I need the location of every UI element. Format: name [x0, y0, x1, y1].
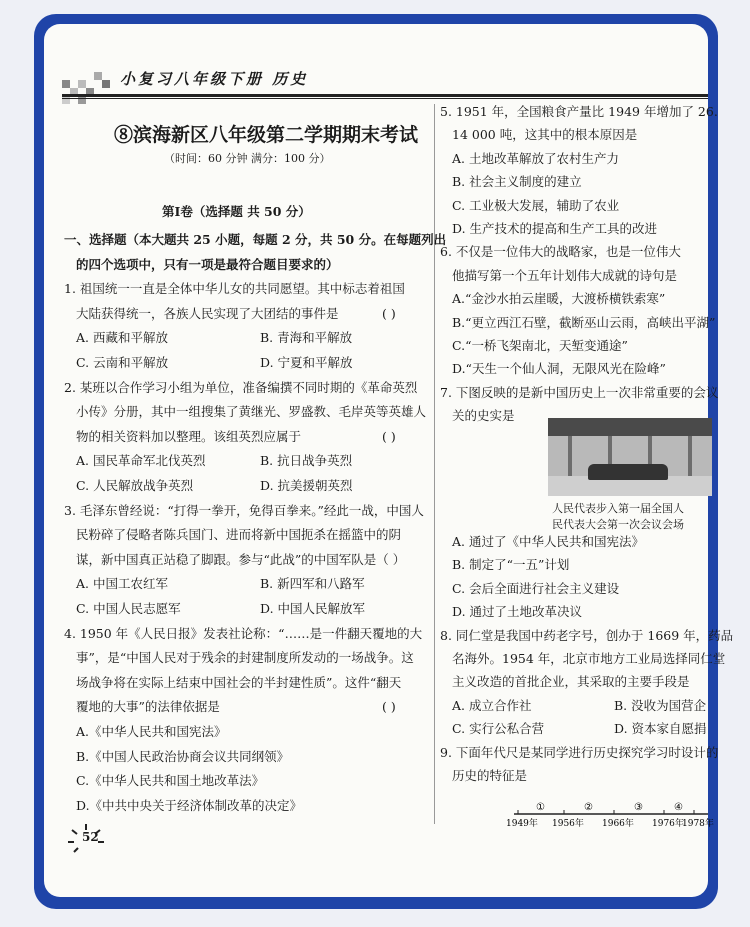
text-line: 9. 下面年代尺是某同学进行历史探究学习时设计的 — [440, 744, 719, 760]
option-text: B. 没收为国营企 — [614, 697, 707, 713]
text-line: 历史的特征是 — [452, 768, 528, 783]
answer-bracket: ( ) — [382, 428, 396, 444]
text-line: A. 中国工农红军 — [76, 576, 168, 592]
text-line: A. 成立合作社 — [452, 697, 532, 713]
text-line: 民粉碎了侵略者陈兵国门、进而将新中国扼杀在摇篮中的阴 — [76, 527, 402, 543]
text-line: C. 实行公私合营 — [452, 721, 545, 737]
text-line: C. 云南和平解放 — [76, 355, 169, 370]
text-line: 谋，新中国真正站稳了脚跟。参与“此战”的中国军队是（ ） — [76, 551, 406, 567]
option-text: D. 抗美援朝英烈 — [260, 478, 353, 493]
timeline-mark: ② — [584, 802, 593, 813]
page-number: 52 — [82, 830, 99, 844]
timeline-year: 1949年 — [506, 819, 538, 829]
text-line: 名海外。1954 年，北京市地方工业局选择同仁堂 — [452, 651, 726, 666]
answer-bracket: ( ) — [382, 699, 396, 715]
text-line: 4. 1950 年《人民日报》发表社论称：“……是一件翻天覆地的大 — [64, 625, 423, 641]
text-line: 物的相关资料加以整理。该组英烈应属于 — [76, 428, 302, 444]
text-line: 8. 同仁堂是我国中药老字号，创办于 1669 年，药品 — [440, 627, 734, 643]
text-line: A. 通过了《中华人民共和国宪法》 — [452, 534, 644, 549]
text-line: 小传》分册，其中一组搜集了黄继光、罗盛教、毛岸英等英雄人 — [76, 404, 427, 420]
text-line: C.“一桥飞架南北，天堑变通途” — [452, 338, 628, 353]
text-line: 他描写第一个五年计划伟大成就的诗句是 — [452, 267, 678, 283]
text-line: 1. 祖国统一一直是全体中华儿女的共同愿望。其中标志着祖国 — [64, 281, 405, 297]
text-line: D. 通过了土地改革决议 — [452, 604, 583, 620]
text-line: A. 国民革命军北伐英烈 — [76, 453, 206, 469]
text-line: D.《中共中央关于经济体制改革的决定》 — [76, 797, 303, 813]
timeline — [506, 800, 714, 830]
text-line: 的四个选项中，只有一项是最符合题目要求的） — [76, 256, 339, 272]
text-line: B. 制定了“一五”计划 — [452, 557, 570, 573]
congress-photo — [548, 418, 712, 496]
text-line: 7. 下图反映的是新中国历史上一次非常重要的会议 — [440, 384, 719, 400]
text-line: 关的史实是 — [452, 408, 515, 424]
text-line: 2. 某班以合作学习小组为单位，准备编撰不同时期的《革命英烈 — [64, 379, 418, 395]
exam-subtitle: （时间：60 分钟 满分：100 分） — [164, 152, 331, 165]
text-line: C. 中国人民志愿军 — [76, 601, 181, 616]
answer-bracket: ( ) — [382, 305, 396, 321]
text-line: 5. 1951 年，全国粮食产量比 1949 年增加了 26. — [440, 104, 718, 119]
text-line: 事”，是“中国人民对于残余的封建制度所发动的一场战争。这 — [76, 650, 414, 666]
text-line: D. 生产技术的提高和生产工具的改进 — [452, 221, 658, 236]
text-line: 3. 毛泽东曾经说：“打得一拳开，免得百拳来。”经此一战，中国人 — [64, 502, 424, 518]
figure-caption-line-2: 民代表大会第一次会议会场 — [552, 518, 684, 531]
option-text: D. 中国人民解放军 — [260, 601, 366, 616]
option-text: B. 新四军和八路军 — [260, 576, 365, 592]
option-text: D. 宁夏和平解放 — [260, 355, 353, 370]
timeline-mark: ① — [536, 802, 545, 813]
exam-page — [44, 24, 734, 897]
text-line: D.“天生一个仙人洞，无限风光在险峰” — [452, 361, 666, 377]
option-text: B. 抗日战争英烈 — [260, 453, 353, 469]
header-rule — [62, 94, 708, 97]
option-text: D. 资本家自愿捐 — [614, 721, 707, 737]
text-line: A.《中华人民共和国宪法》 — [76, 724, 227, 739]
section-heading: 第Ⅰ卷（选择题 共 50 分） — [162, 204, 311, 219]
header-rule-thin — [62, 98, 708, 99]
text-line: C. 工业极大发展，辅助了农业 — [452, 197, 620, 213]
timeline-mark: ④ — [674, 802, 683, 813]
text-line: A.“金沙水拍云崖暖，大渡桥横铁索寒” — [452, 291, 666, 307]
timeline-year: 1956年 — [552, 819, 584, 829]
text-line: 场战争将在实际上结束中国社会的半封建性质”。这件“翻天 — [76, 674, 402, 690]
text-line: 大陆获得统一，各族人民实现了大团结的事件是 — [76, 305, 339, 321]
option-text: B. 青海和平解放 — [260, 330, 353, 346]
text-line: 6. 不仅是一位伟大的战略家，也是一位伟大 — [440, 244, 681, 260]
text-line: C. 人民解放战争英烈 — [76, 478, 194, 493]
text-line: 主义改造的首批企业，其采取的主要手段是 — [452, 674, 690, 690]
text-line: B.“更立西江石壁，截断巫山云雨，高峡出平湖” — [452, 314, 716, 330]
text-line: C. 会后全面进行社会主义建设 — [452, 580, 620, 596]
text-line: B.《中国人民政治协商会议共同纲领》 — [76, 748, 290, 764]
text-line: A. 土地改革解放了农村生产力 — [452, 150, 619, 166]
text-line: 一、选择题（本大题共 25 小题，每题 2 分，共 50 分。在每题列出 — [64, 232, 447, 247]
figure-caption-line-1: 人民代表步入第一届全国人 — [552, 502, 684, 515]
exam-title: ⑧滨海新区八年级第二学期期末考试 — [114, 124, 419, 146]
column-divider — [434, 104, 435, 824]
timeline-year: 1966年 — [602, 819, 634, 829]
timeline-year: 1978年 — [682, 819, 714, 829]
timeline-year: 1976年 — [652, 819, 684, 829]
text-line: 覆地的大事”的法律依据是 — [76, 699, 220, 715]
text-line: A. 西藏和平解放 — [76, 330, 168, 346]
timeline-mark: ③ — [634, 802, 643, 813]
text-line: B. 社会主义制度的建立 — [452, 174, 582, 190]
text-line: C.《中华人民共和国土地改革法》 — [76, 773, 265, 789]
book-title: 小复习八年级下册 历史 — [120, 70, 309, 88]
text-line: 14 000 吨，这其中的根本原因是 — [452, 127, 638, 143]
